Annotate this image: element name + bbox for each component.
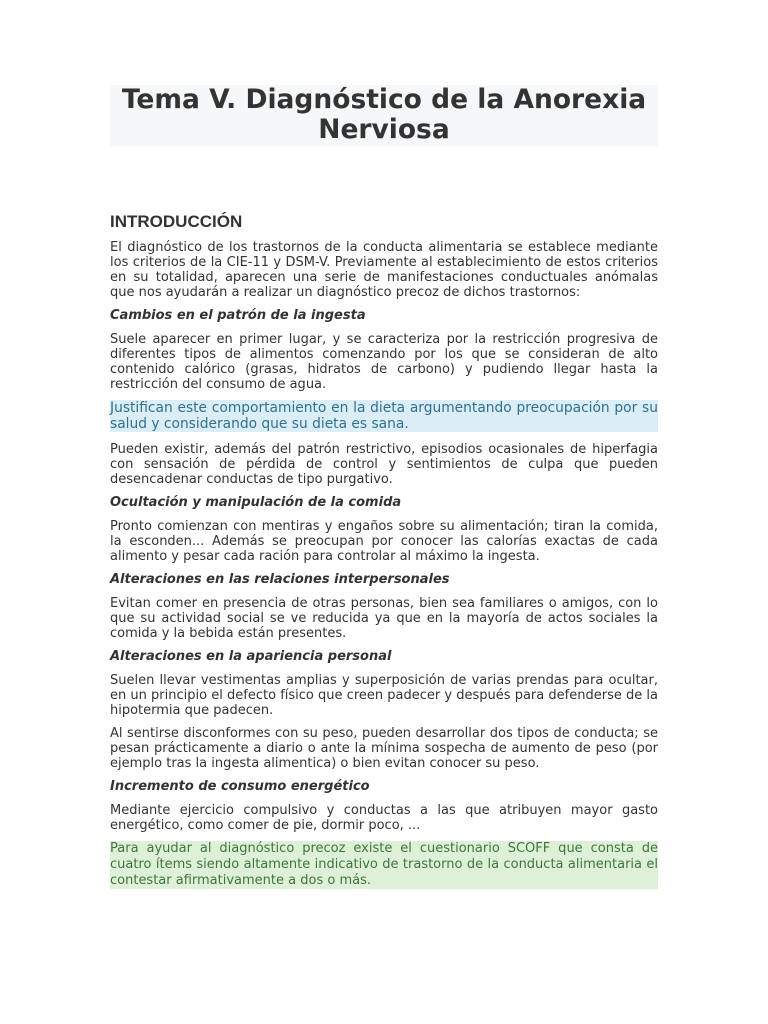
paragraph-consumo: Mediante ejercicio compulsivo y conductas a las que atribuyen mayor gasto energético, como comer de pie, dormir poco, ... <box>110 803 658 833</box>
info-callout: Justifican este comportamiento en la dieta argumentando preocupación por su salud y considerando que su dieta es sana. <box>110 400 658 432</box>
subheading-relaciones: Alteraciones en las relaciones interpersonales <box>110 572 450 587</box>
subheading-ocultacion: Ocultación y manipulación de la comida <box>110 495 402 510</box>
subheading-consumo: Incremento de consumo energético <box>110 779 370 794</box>
page-title: Tema V. Diagnóstico de la Anorexia Nerviosa <box>110 85 658 146</box>
paragraph-ocultacion: Pronto comienzan con mentiras y engaños sobre su alimentación; tiran la comida, la esconden... Además se preocupan por conocer las calorías exactas de cada alimento y pesar cada ración para controlar al máximo la ingesta. <box>110 519 658 564</box>
intro-paragraph: El diagnóstico de los trastornos de la conducta alimentaria se establece mediante los criterios de la CIE-11 y DSM-V. Previamente al establecimiento de estos criterios en su totalidad, aparecen una serie de manifestaciones conductuales anómalas que nos ayudarán a realizar un diagnóstico precoz de dichos trastornos: <box>110 240 658 300</box>
document-content <box>110 240 658 889</box>
success-callout: Para ayudar al diagnóstico precoz existe el cuestionario SCOFF que consta de cuatro ítems siendo altamente indicativo de trastorno de la conducta alimentaria el contestar afirmativamente a dos o más. <box>110 841 658 888</box>
paragraph-ingesta-2: Pueden existir, además del patrón restrictivo, episodios ocasionales de hiperfagia con sensación de pérdida de control y sentimientos de culpa que pueden desencadenar conductas de tipo purgativo. <box>110 442 658 487</box>
paragraph-apariencia-2: Al sentirse disconformes con su peso, pueden desarrollar dos tipos de conducta; se pesan prácticamente a diario o ante la mínima sospecha de aumento de peso (por ejemplo tras la ingesta alimentica) o bien evitan conocer su peso. <box>110 726 658 771</box>
paragraph-ingesta-1: Suele aparecer en primer lugar, y se caracteriza por la restricción progresiva de diferentes tipos de alimentos comenzando por los que se consideran de alto contenido calórico (grasas, hidratos de carbono) y pudiendo llegar hasta la restricción del consumo de agua. <box>110 332 658 392</box>
section-heading: INTRODUCCIÓN <box>110 212 243 231</box>
document-page <box>110 84 658 888</box>
paragraph-apariencia-1: Suelen llevar vestimentas amplias y superposición de varias prendas para ocultar, en un principio el defecto físico que creen padecer y después para defenderse de la hipotermia que padecen. <box>110 673 658 718</box>
subheading-ingesta: Cambios en el patrón de la ingesta <box>110 308 366 323</box>
paragraph-relaciones: Evitan comer en presencia de otras personas, bien sea familiares o amigos, con lo que su actividad social se ve reducida ya que en la mayoría de actos sociales la comida y la bebida están presentes. <box>110 596 658 641</box>
subheading-apariencia: Alteraciones en la apariencia personal <box>110 649 392 664</box>
